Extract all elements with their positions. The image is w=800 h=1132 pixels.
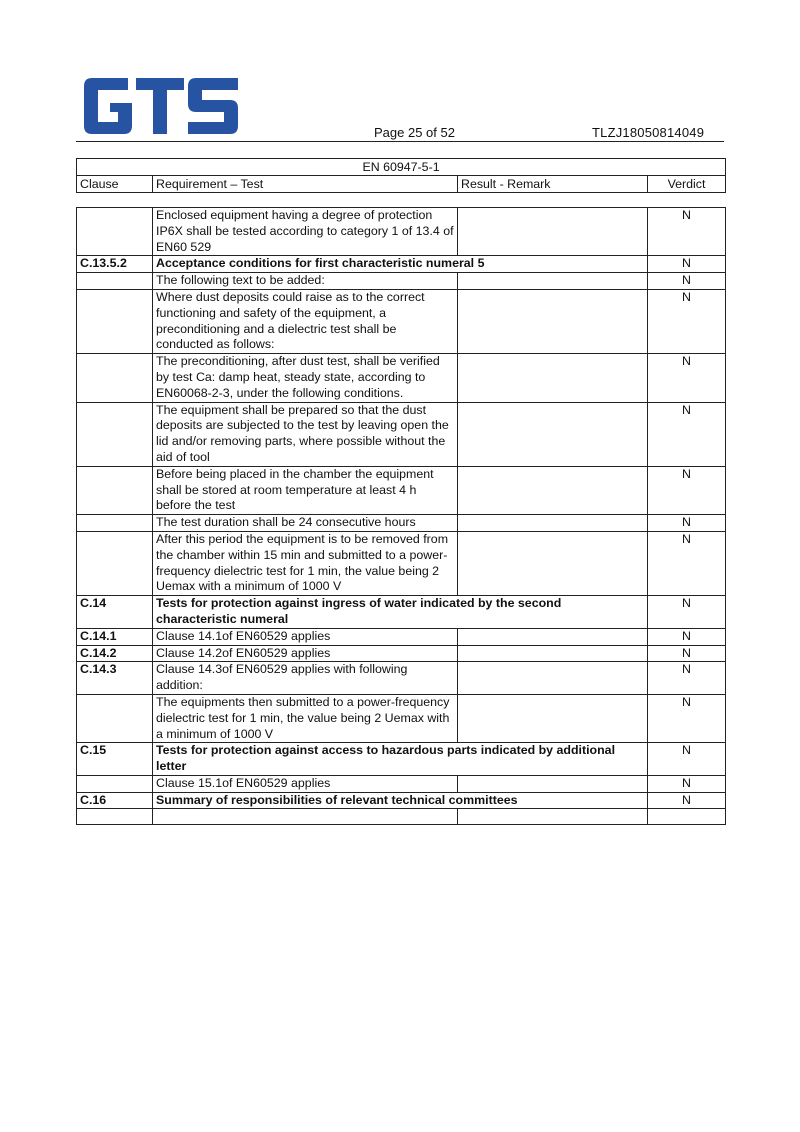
verdict-cell: N bbox=[648, 645, 726, 662]
table-row bbox=[77, 792, 726, 809]
table-row bbox=[77, 628, 726, 645]
table-row bbox=[77, 466, 726, 514]
standard-header-table bbox=[76, 158, 726, 193]
verdict-cell: N bbox=[648, 256, 726, 273]
requirement-cell: Acceptance conditions for first characteristic numeral 5 bbox=[153, 256, 648, 273]
requirement-cell: After this period the equipment is to be removed from the chamber within 15 min and submitted to a power-frequency dielectric test for 1 min, the value being 2 Uemax with a minimum of 1000 V bbox=[153, 531, 458, 595]
clause-cell: C.14 bbox=[77, 596, 153, 629]
clause-cell bbox=[77, 273, 153, 290]
result-cell bbox=[458, 354, 648, 402]
clause-cell bbox=[77, 694, 153, 742]
verdict-cell: N bbox=[648, 743, 726, 776]
requirements-table bbox=[76, 207, 726, 825]
column-header-result: Result - Remark bbox=[458, 176, 648, 193]
table-row bbox=[77, 402, 726, 466]
table-row bbox=[77, 515, 726, 532]
table-row bbox=[77, 662, 726, 695]
report-number: TLZJ18050814049 bbox=[592, 125, 705, 140]
table-row bbox=[77, 809, 726, 825]
table-row bbox=[77, 743, 726, 776]
verdict-cell: N bbox=[648, 792, 726, 809]
clause-cell bbox=[77, 515, 153, 532]
requirement-cell: Tests for protection against ingress of water indicated by the second characteristic numeral bbox=[153, 596, 648, 629]
column-header-requirement: Requirement – Test bbox=[153, 176, 458, 193]
table-row bbox=[77, 694, 726, 742]
verdict-cell: N bbox=[648, 208, 726, 256]
table-row bbox=[77, 208, 726, 256]
requirement-cell: The equipments then submitted to a power-frequency dielectric test for 1 min, the value being 2 Uemax with a minimum of 1000 V bbox=[153, 694, 458, 742]
verdict-cell: N bbox=[648, 596, 726, 629]
result-cell bbox=[458, 775, 648, 792]
clause-cell bbox=[77, 208, 153, 256]
result-cell bbox=[458, 289, 648, 353]
clause-cell bbox=[77, 466, 153, 514]
result-cell bbox=[458, 466, 648, 514]
requirement-cell: Enclosed equipment having a degree of protection IP6X shall be tested according to category 1 of 13.4 of EN60 529 bbox=[153, 208, 458, 256]
requirement-cell: Before being placed in the chamber the equipment shall be stored at room temperature at least 4 h before the test bbox=[153, 466, 458, 514]
gts-logo bbox=[84, 78, 238, 134]
result-cell bbox=[458, 402, 648, 466]
verdict-cell: N bbox=[648, 466, 726, 514]
requirement-cell: Clause 14.3of EN60529 applies with following addition: bbox=[153, 662, 458, 695]
verdict-cell: N bbox=[648, 662, 726, 695]
result-cell bbox=[458, 809, 648, 825]
clause-cell bbox=[77, 289, 153, 353]
clause-cell: C.14.1 bbox=[77, 628, 153, 645]
column-header-clause: Clause bbox=[77, 176, 153, 193]
verdict-cell: N bbox=[648, 273, 726, 290]
result-cell bbox=[458, 531, 648, 595]
clause-cell: C.14.3 bbox=[77, 662, 153, 695]
clause-cell: C.15 bbox=[77, 743, 153, 776]
page-number: Page 25 of 52 bbox=[374, 125, 455, 140]
requirement-cell: Clause 14.1of EN60529 applies bbox=[153, 628, 458, 645]
requirement-cell: The preconditioning, after dust test, shall be verified by test Ca: damp heat, steady state, according to EN60068-2-3, under the following conditions. bbox=[153, 354, 458, 402]
result-cell bbox=[458, 515, 648, 532]
verdict-cell: N bbox=[648, 515, 726, 532]
requirement-cell: Where dust deposits could raise as to the correct functioning and safety of the equipment, a preconditioning and a dielectric test shall be conducted as follows: bbox=[153, 289, 458, 353]
requirement-cell: Clause 14.2of EN60529 applies bbox=[153, 645, 458, 662]
result-cell bbox=[458, 645, 648, 662]
clause-cell bbox=[77, 809, 153, 825]
clause-cell: C.13.5.2 bbox=[77, 256, 153, 273]
column-header-verdict: Verdict bbox=[648, 176, 726, 193]
table-row bbox=[77, 775, 726, 792]
clause-cell: C.14.2 bbox=[77, 645, 153, 662]
result-cell bbox=[458, 628, 648, 645]
verdict-cell: N bbox=[648, 402, 726, 466]
verdict-cell bbox=[648, 809, 726, 825]
clause-cell bbox=[77, 354, 153, 402]
clause-cell: C.16 bbox=[77, 792, 153, 809]
requirement-cell: The test duration shall be 24 consecutive hours bbox=[153, 515, 458, 532]
clause-cell bbox=[77, 402, 153, 466]
requirement-cell: Tests for protection against access to hazardous parts indicated by additional letter bbox=[153, 743, 648, 776]
clause-cell bbox=[77, 775, 153, 792]
table-row bbox=[77, 645, 726, 662]
table-row bbox=[77, 596, 726, 629]
requirement-cell: Summary of responsibilities of relevant technical committees bbox=[153, 792, 648, 809]
verdict-cell: N bbox=[648, 531, 726, 595]
requirement-cell: Clause 15.1of EN60529 applies bbox=[153, 775, 458, 792]
header-divider bbox=[76, 141, 724, 142]
requirement-cell bbox=[153, 809, 458, 825]
verdict-cell: N bbox=[648, 354, 726, 402]
result-cell bbox=[458, 662, 648, 695]
table-row bbox=[77, 256, 726, 273]
requirement-cell: The equipment shall be prepared so that the dust deposits are subjected to the test by leaving open the lid and/or removing parts, where possible without the aid of tool bbox=[153, 402, 458, 466]
table-row bbox=[77, 531, 726, 595]
result-cell bbox=[458, 694, 648, 742]
table-row bbox=[77, 289, 726, 353]
clause-cell bbox=[77, 531, 153, 595]
result-cell bbox=[458, 273, 648, 290]
verdict-cell: N bbox=[648, 775, 726, 792]
standard-title-row bbox=[77, 159, 726, 176]
requirement-cell: The following text to be added: bbox=[153, 273, 458, 290]
table-row bbox=[77, 354, 726, 402]
table-row bbox=[77, 273, 726, 290]
verdict-cell: N bbox=[648, 628, 726, 645]
verdict-cell: N bbox=[648, 694, 726, 742]
verdict-cell: N bbox=[648, 289, 726, 353]
standard-title: EN 60947-5-1 bbox=[77, 159, 726, 176]
result-cell bbox=[458, 208, 648, 256]
column-header-row bbox=[77, 176, 726, 193]
